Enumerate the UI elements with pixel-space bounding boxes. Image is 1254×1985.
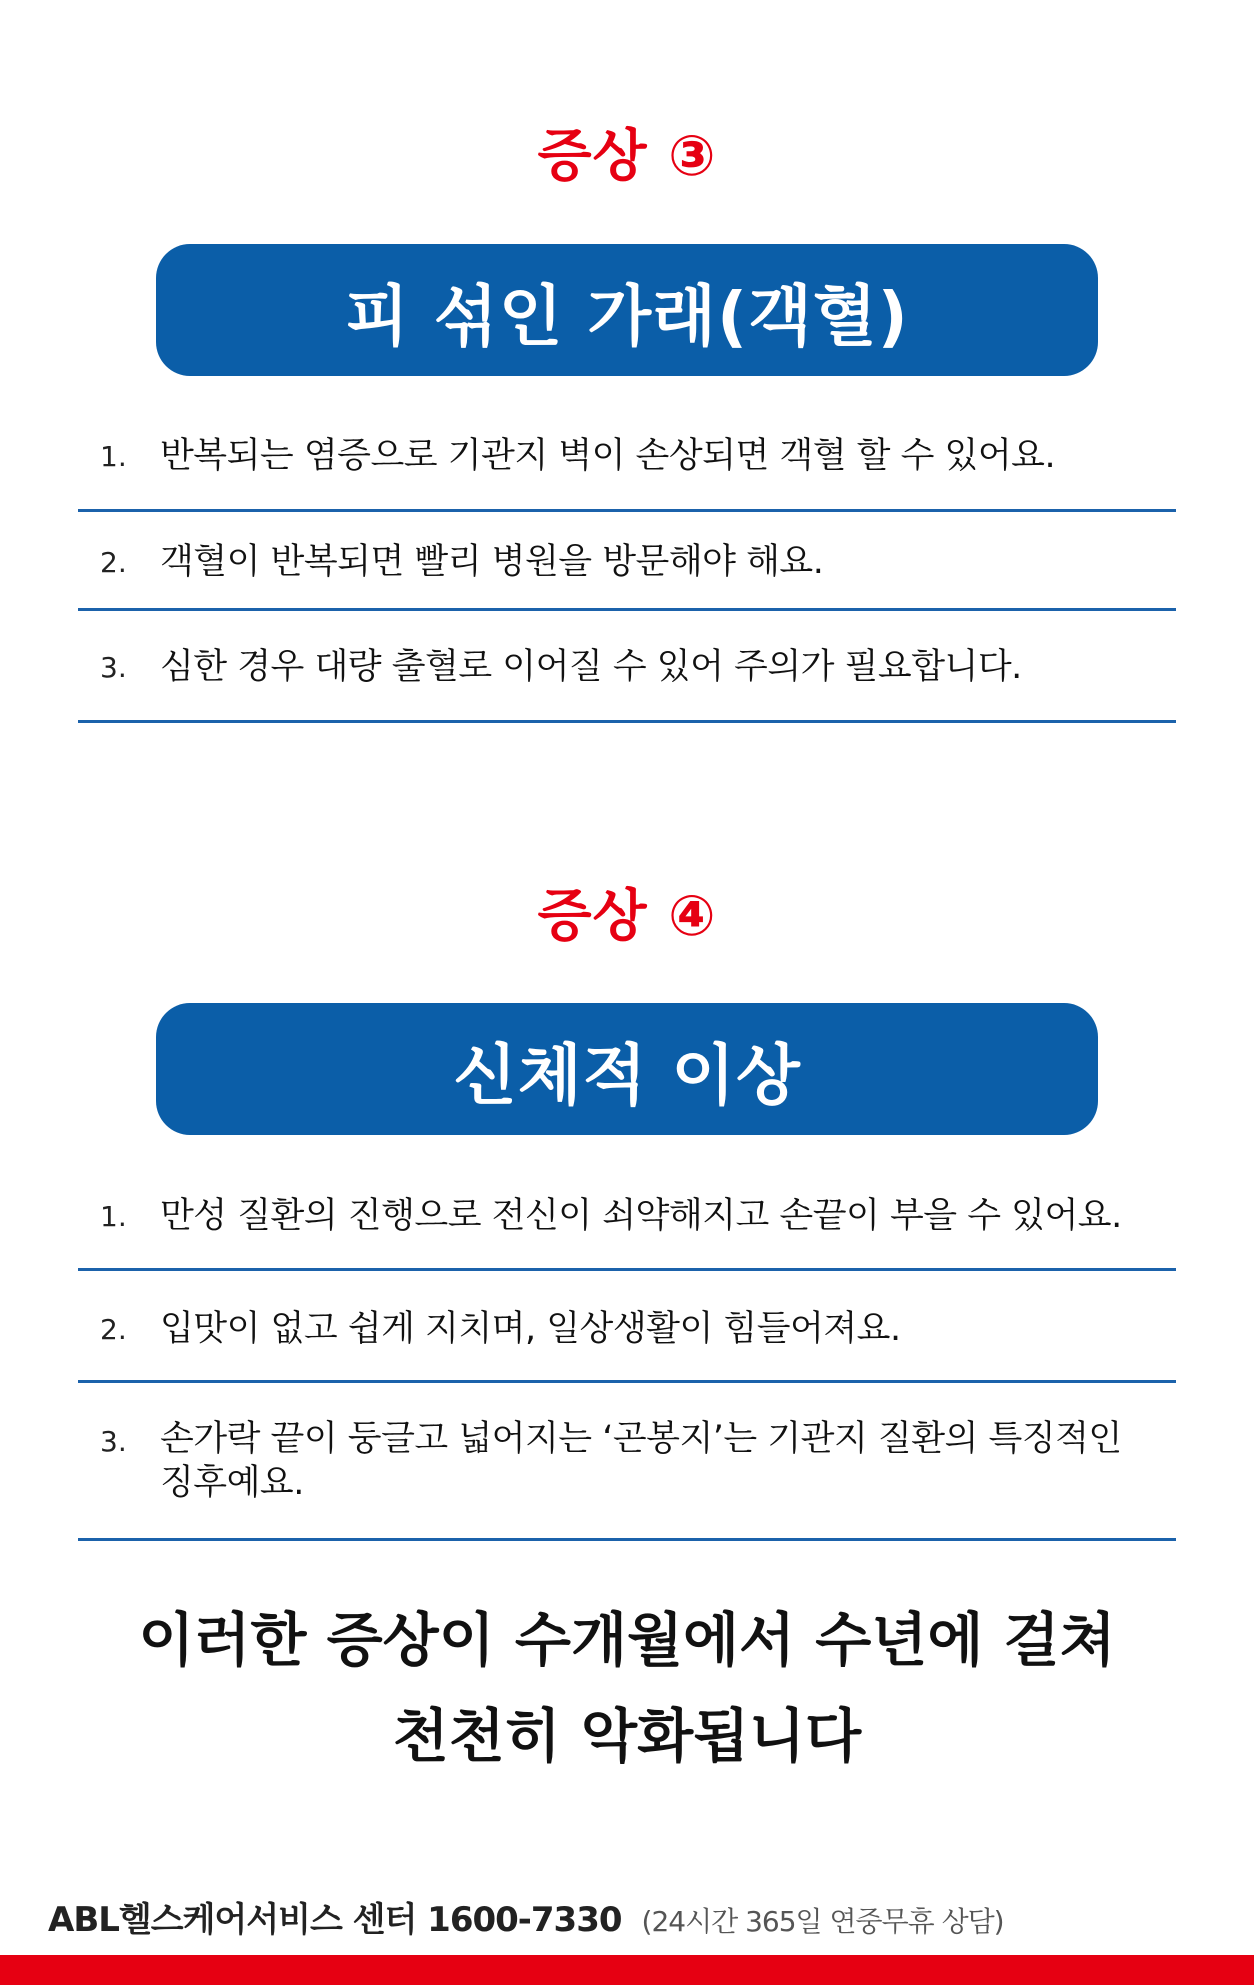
list-item (78, 1271, 1176, 1383)
list-item (78, 1383, 1176, 1541)
list-item-number: 1. (100, 440, 127, 473)
conclusion-line-2: 천천히 악화됩니다 (392, 1702, 862, 1770)
symptom-3-label: 증상 ③ (537, 124, 717, 189)
list-item (78, 424, 1176, 512)
list-item-text: 심한 경우 대량 출혈로 이어질 수 있어 주의가 필요합니다. (160, 647, 1022, 687)
symptom-4-title-box (156, 1003, 1098, 1135)
list-item-number: 1. (100, 1200, 127, 1233)
list-item (78, 512, 1176, 611)
service-hours: (24시간 365일 연중무휴 상담) (641, 1905, 1004, 1938)
symptom-4-list (78, 1186, 1176, 1541)
symptom-4-title: 신체적 이상 (453, 1036, 801, 1114)
conclusion-line-1: 이러한 증상이 수개월에서 수년에 걸쳐 (138, 1606, 1116, 1674)
list-item-number: 2. (100, 546, 127, 579)
symptom-3-list (78, 424, 1176, 723)
list-item-text: 객혈이 반복되면 빨리 병원을 방문해야 해요. (160, 542, 824, 582)
symptom-3-title: 피 섞인 가래(객혈) (345, 277, 909, 355)
footer (48, 1892, 1004, 1941)
list-item-text: 만성 질환의 진행으로 전신이 쇠약해지고 손끝이 부을 수 있어요. (160, 1196, 1122, 1236)
list-item-text: 손가락 끝이 둥글고 넓어지는 ‘곤봉지’는 기관지 질환의 특징적인 징후예요. (160, 1419, 1122, 1503)
list-item-number: 3. (100, 1425, 127, 1458)
list-item-text: 입맛이 없고 쉽게 지치며, 일상생활이 힘들어져요. (160, 1309, 901, 1349)
service-center-phone: ABL헬스케어서비스 센터 1600-7330 (48, 1900, 622, 1940)
bottom-bar (0, 1955, 1254, 1985)
list-item (78, 1186, 1176, 1271)
symptom-3-title-box (156, 244, 1098, 376)
list-item (78, 611, 1176, 723)
list-item-number: 3. (100, 651, 127, 684)
list-item-number: 2. (100, 1313, 127, 1346)
list-item-text: 반복되는 염증으로 기관지 벽이 손상되면 객혈 할 수 있어요. (160, 436, 1056, 476)
symptom-4-label: 증상 ④ (537, 884, 717, 949)
